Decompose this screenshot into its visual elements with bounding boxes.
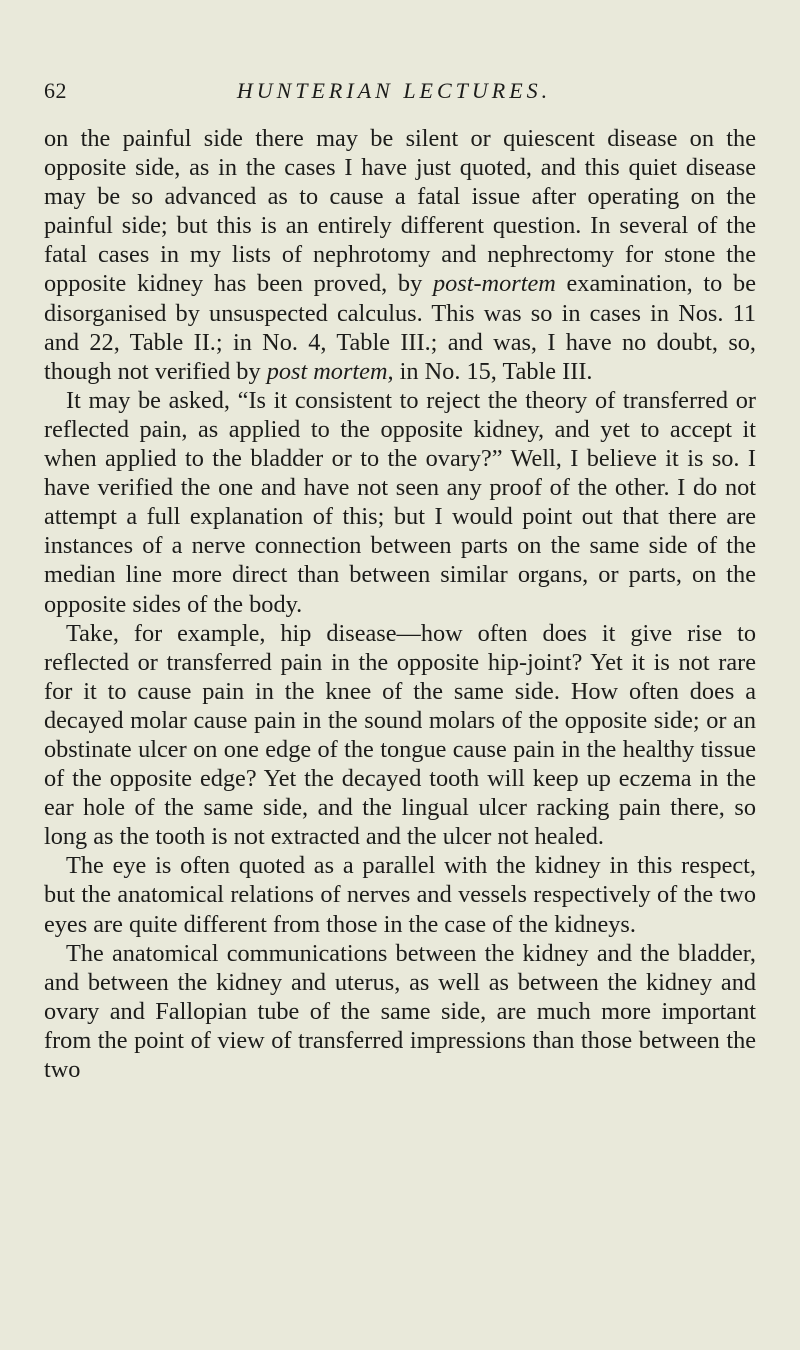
paragraph (44, 619, 756, 852)
paragraph (44, 851, 756, 938)
body-text (44, 124, 756, 1084)
paragraph (44, 939, 756, 1084)
paragraph (44, 124, 756, 386)
text-segment: Take, for example, hip disease—how often does it give rise to reflected or transferred pain in the opposite hip-joint? Yet it is not rare for it to cause pain in the knee of the same side. How often does a decayed molar cause pain in the sound molars of the opposite side; or an obstinate ulcer on one edge of the tongue cause pain in the healthy tissue of the opposite edge? Yet the decayed tooth will keep up eczema in the ear hole of the same side, and the lingual ulcer racking pain there, so long as the tooth is not extracted and the ulcer not healed. (44, 619, 756, 851)
running-head (44, 78, 744, 108)
running-title: HUNTERIAN LECTURES. (236, 78, 552, 103)
text-segment: examination, to be disorganised by unsuspected calculus. This was so in cases in Nos. 11 and 22, Table II.; in No. 4, Table III.; and was, I have no doubt, so, though not verified by (44, 270, 756, 385)
italic-segment: post-mortem (432, 270, 556, 298)
text-segment: The anatomical communications between the kidney and the bladder, and between the kidney and uterus, as well as between the kidney and ovary and Fallopian tube of the same side, are much more important from the point of view of transferred impressions than those between the two (44, 939, 756, 1083)
italic-segment: post mortem, (266, 357, 394, 385)
paragraph (44, 386, 756, 619)
text-segment: It may be asked, “Is it consistent to reject the theory of transferred or reflected pain, as applied to the opposite kidney, and yet to accept it when applied to the bladder or to the ovary?” Well, I believe it is so. I have verified the one and have not seen any proof of the other. I do not attempt a full explanation of this; but I would point out that there are instances of a nerve connection between parts on the same side of the median line more direct than between similar organs, or parts, on the opposite sides of the body. (44, 386, 756, 618)
text-segment: in No. 15, Table III. (393, 357, 593, 385)
text-segment: on the painful side there may be silent or quiescent disease on the opposite side, as in the cases I have just quoted, and this quiet disease may be so advanced as to cause a fatal issue after operating on the painful side; but this is an entirely different question. In several of the fatal cases in my lists of nephrotomy and nephrectomy for stone the opposite kidney has been proved, by (44, 125, 756, 298)
page-number: 62 (44, 78, 67, 103)
text-segment: The eye is often quoted as a parallel with the kidney in this respect, but the anatomical relations of nerves and vessels respectively of the two eyes are quite different from those in the case of the kidneys. (44, 852, 756, 938)
